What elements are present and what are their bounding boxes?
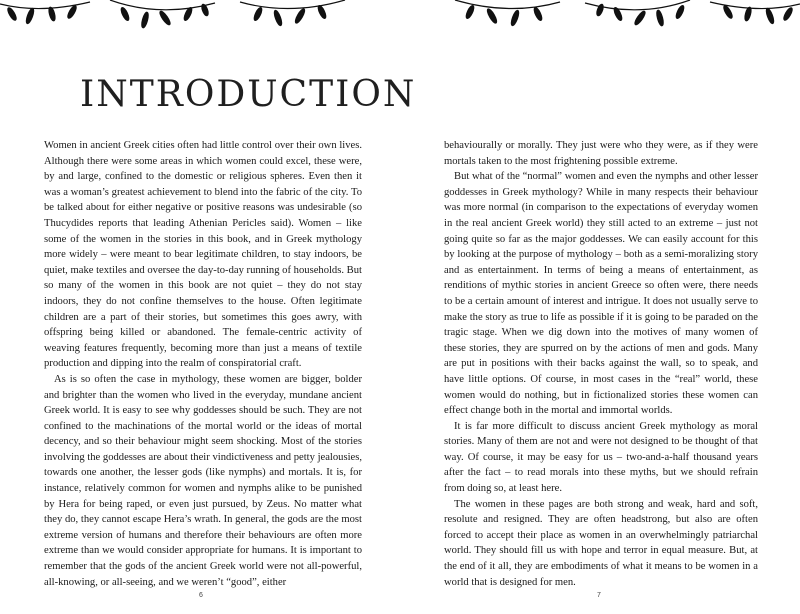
right-page <box>400 0 800 614</box>
page-number: 6 <box>199 592 203 599</box>
paragraph: Women in ancient Greek cities often had little control over their own lives. Although there were some areas in which women could excel, these were, by and large, confined to the domestic or religious spheres. Even then it was a woman’s greatest achievement to blend into the fabric of the city. To be talked about for either negative or positive reasons was undesirable (so Thucydides reports that leading Athenian Pericles said). Women – like some of the women in the stories in this book, and in Greek mythology more widely – were meant to bear legitimate children, to stay indoors, be quiet, make textiles and oversee the day-to-day running of households. But so many of the women in this book are not quiet – they do not stay indoors, they do not confine themselves to the house. Often legitimate children are a part of their stories, but sometimes this goes awry, with offspring being killed or abandoned. The female-centric activity of weaving features frequently, becoming more than just a means of textile production and dipping into the realm of conspiratorial craft. <box>44 140 362 370</box>
page-title: INTRODUCTION <box>80 74 417 115</box>
right-body-text <box>444 138 758 590</box>
paragraph: As is so often the case in mythology, these women are bigger, bolder and brighter than the women who lived in the everyday, mundane ancient Greek world. It is easy to see why goddesses should be such. They are not confined to the machinations of the mortal world or the ideas of mortal decency, and so their behaviour might seem shocking. Most of the stories involving the goddesses are about their vindictiveness and petty jealousies, towards one another, the lesser gods (like nymphs) and mortals. It is, for instance, relatively common for women and nymphs alike to be punished by Hera for being raped, or even just pursued, by Zeus. No matter what they do, they cannot escape Hera’s wrath. In general, the gods are the most extreme version of humans and therefore their behaviours are often more extreme than we would consider appropriate for humans. It is important to remember that the gods of the ancient Greek world were not all-powerful, all-knowing, or all-seeing, and we weren’t “good”, either <box>44 373 362 588</box>
paragraph: The women in these pages are both strong and weak, hard and soft, resolute and resigned. They are often headstrong, but also are often forced to accept their place as women in an overwhelmingly patriarchal world. They should fill us with hope and terror in equal measure. But, at the end of it all, they are embodiments of what it means to be women in a world that is designed for men. <box>444 498 758 588</box>
page-number: 7 <box>597 592 601 599</box>
paragraph: But what of the “normal” women and even the nymphs and other lesser goddesses in Greek mythology? While in many respects their behaviour was more normal (in comparison to the expectations of everyday women in the real ancient Greek world) they still acted to an extreme – just not going quite so far as the major goddesses. We can easily account for this by looking at the purpose of mythology – both as a semi-moralizing story and as entertainment. In terms of being a means of entertainment, as renditions of mythic stories in ancient Greece so often were, there needs to be a certain amount of interest and intrigue. It does not usually serve to make the story as true to life as possible if it is going to be paraded on the tragic stage. When we dig down into the motives of many women of these stories, they are spurred on by the actions of men and gods. Many are put in positions with their backs against the wall, so to speak, and have little options. Of course, in most cases in the “real” world, these women would do nothing, but in fictionalized stories these women can effect change both in the mortal and immortal worlds. <box>444 171 758 417</box>
paragraph: behaviourally or morally. They just were who they were, as if they were mortals taken to the most frightening possible extreme. <box>444 140 758 167</box>
paragraph: It is far more difficult to discuss ancient Greek mythology as moral stories. Many of them are not and were not designed to be thought of that way. Of course, it may be easy for us – two-and-a-half thousand years after the fact – to read morals into these myths, but we should refrain from doing so, at least here. <box>444 420 758 495</box>
left-body-text <box>44 138 362 590</box>
